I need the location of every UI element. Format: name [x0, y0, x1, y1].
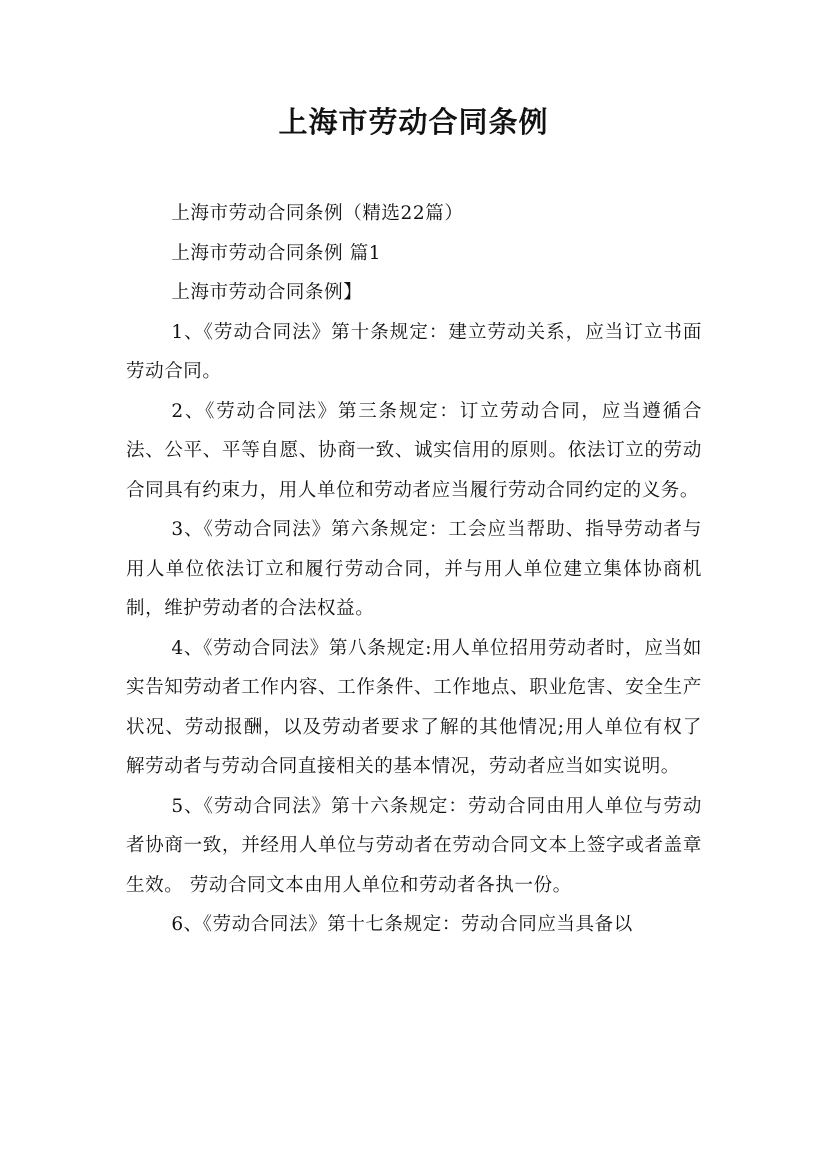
paragraph-article-6: 6、《劳动合同法》第十七条规定：劳动合同应当具备以: [171, 914, 633, 935]
paragraph-article-3: 3、《劳动合同法》第六条规定：工会应当帮助、指导劳动者与用人单位依法订立和履行劳动合同，并与用人单位建立集体协商机制，维护劳动者的合法权益。: [126, 519, 702, 619]
paragraph-article-4: 4、《劳动合同法》第八条规定:用人单位招用劳动者时，应当如实告知劳动者工作内容、工作条件、工作地点、职业危害、安全生产状况、劳动报酬，以及劳动者要求了解的其他情况;用人单位有权了解劳动者与劳动合同直接相关的基本情况，劳动者应当如实说明。: [126, 637, 702, 777]
paragraph-article-1: 1、《劳动合同法》第十条规定：建立劳动关系，应当订立书面劳动合同。: [126, 321, 702, 382]
paragraph-section-heading: 上海市劳动合同条例 篇1: [171, 242, 382, 264]
document-title: 上海市劳动合同条例: [278, 105, 549, 139]
paragraph-article-2: 2、《劳动合同法》第三条规定：订立劳动合同，应当遵循合法、公平、平等自愿、协商一致、诚实信用的原则。依法订立的劳动合同具有约束力，用人单位和劳动者应当履行劳动合同约定的义务。: [126, 400, 702, 501]
paragraph-subtitle: 上海市劳动合同条例（精选22篇）: [171, 203, 464, 224]
document-body: [126, 194, 702, 945]
paragraph-article-5: 5、《劳动合同法》第十六条规定：劳动合同由用人单位与劳动者协商一致，并经用人单位与劳动者在劳动合同文本上签字或者盖章生效。 劳动合同文本由用人单位和劳动者各执一份。: [126, 795, 702, 896]
paragraph-heading: 上海市劳动合同条例】: [171, 282, 363, 303]
